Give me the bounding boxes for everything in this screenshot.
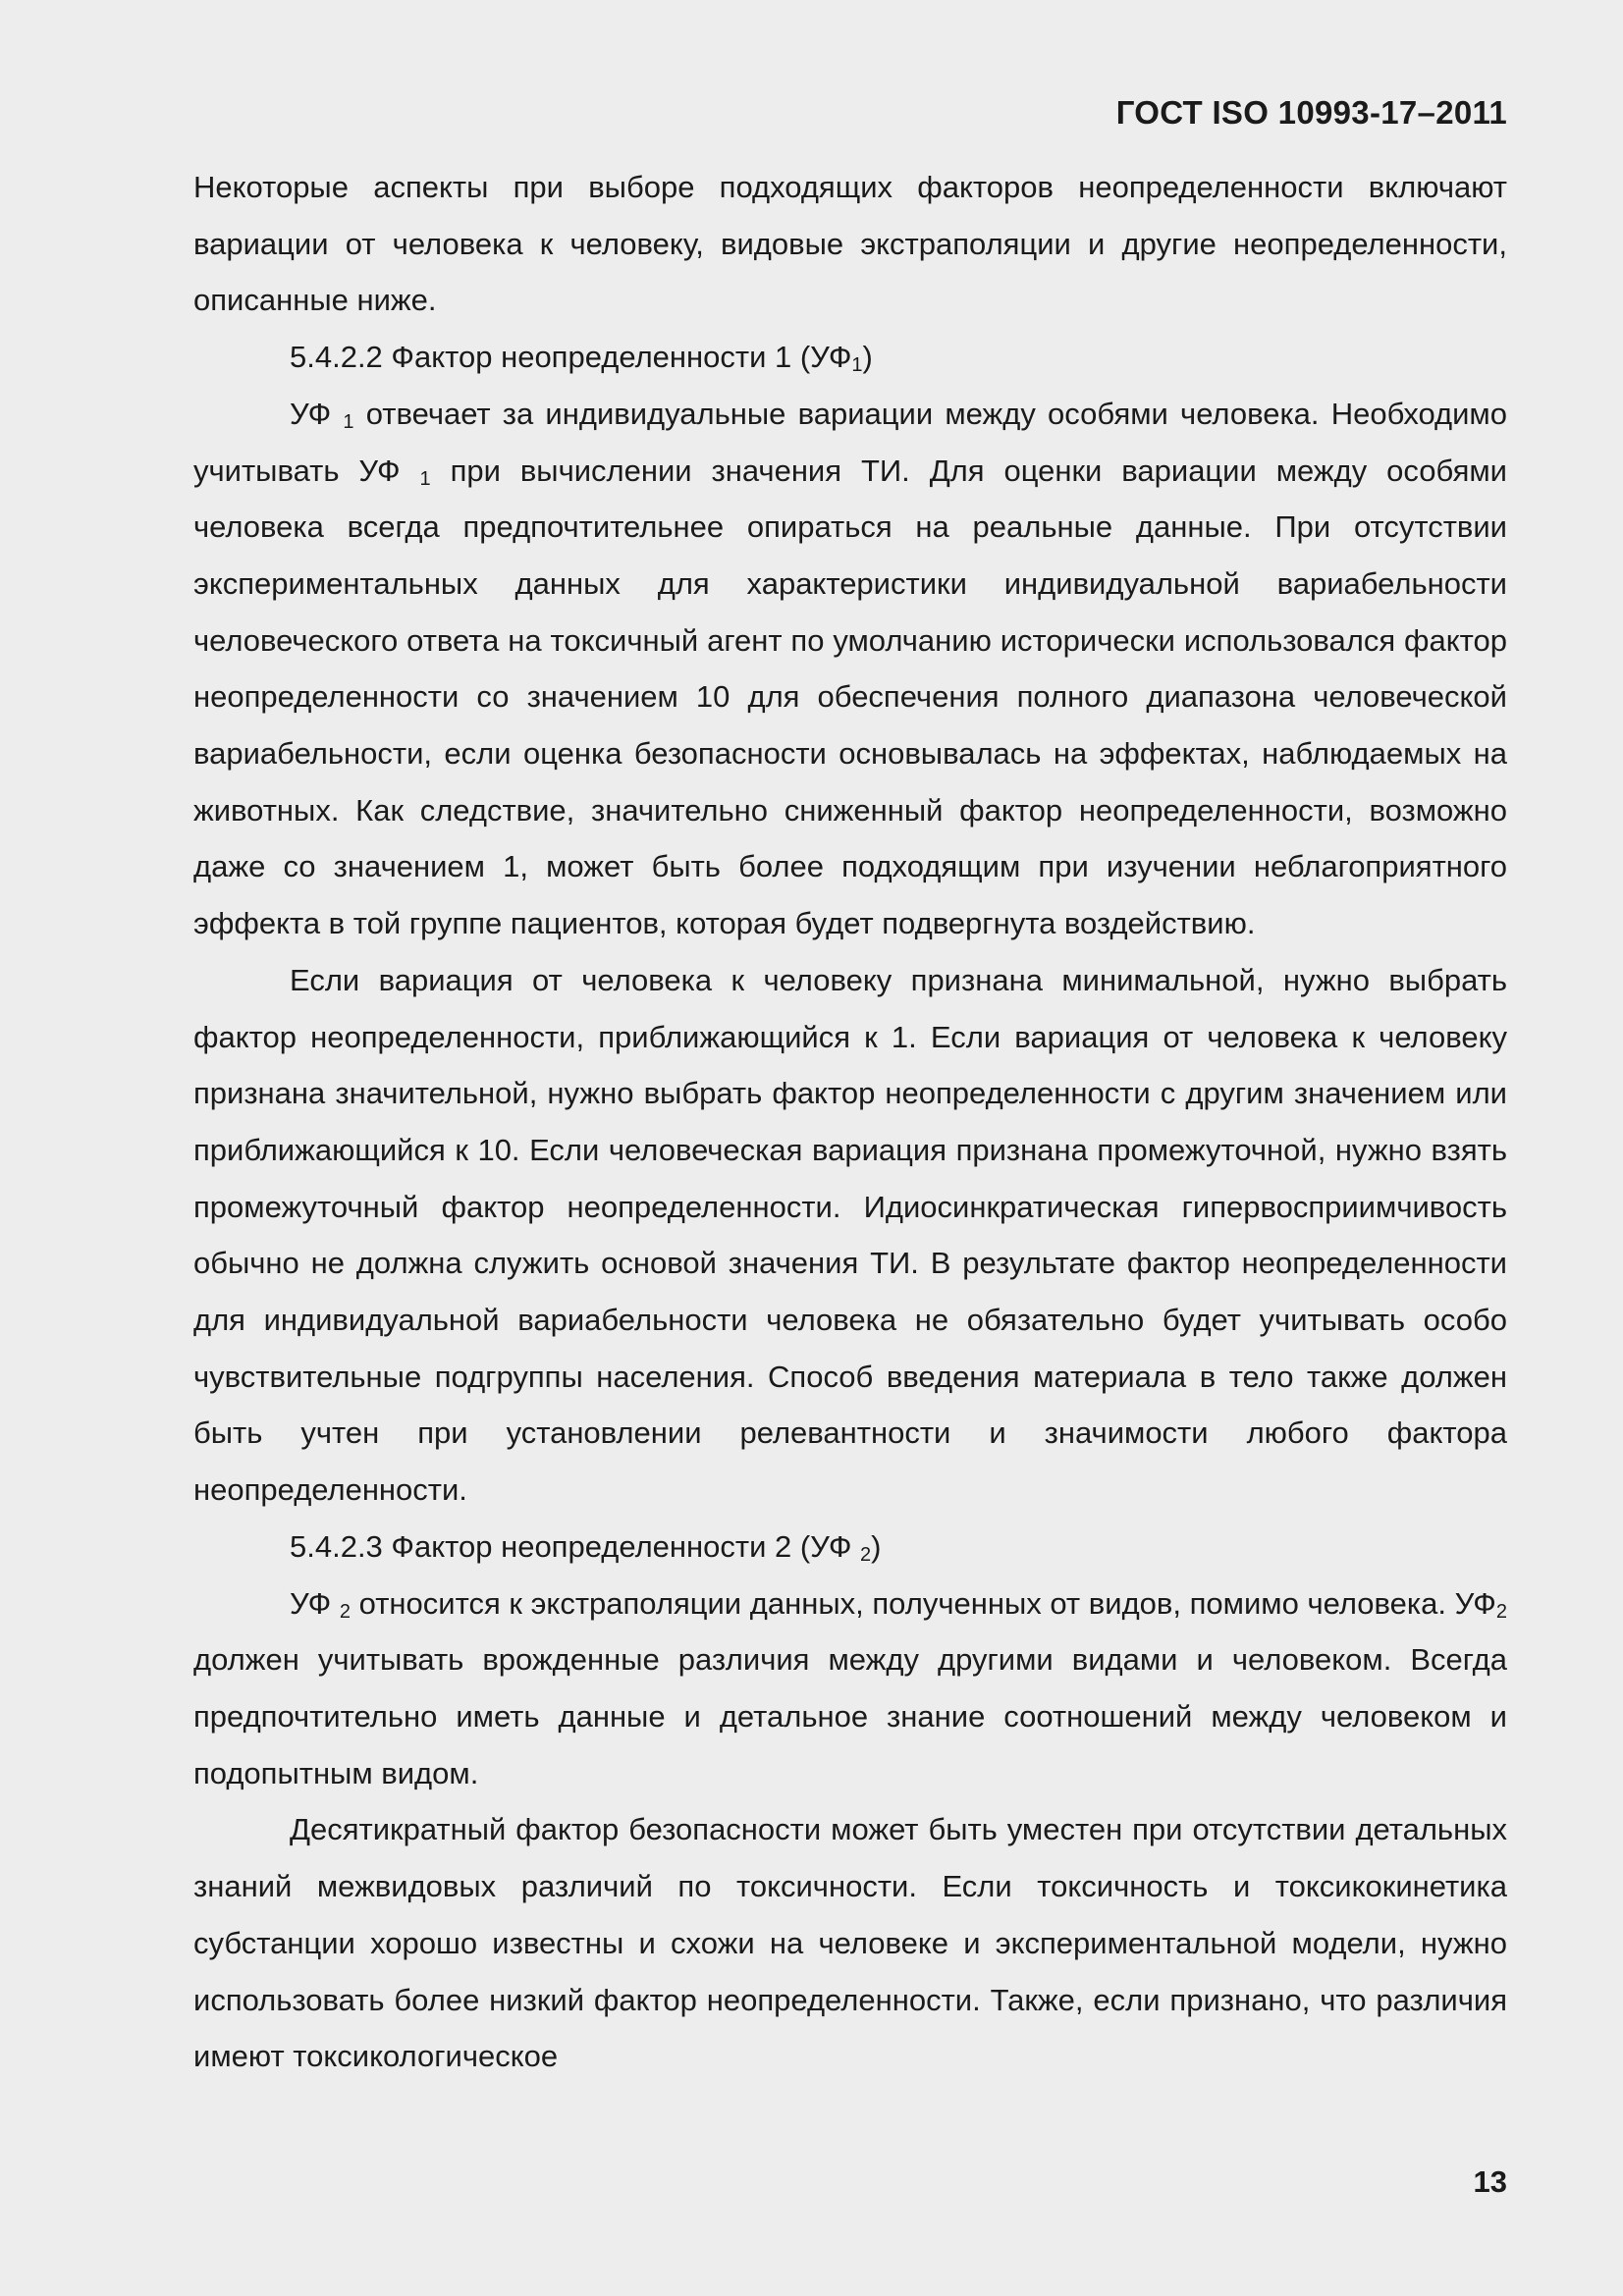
heading-subscript: 1	[851, 354, 863, 377]
paragraph-uf2-description	[193, 1575, 1507, 1802]
text-segment: отвечает за индивидуальные вариации между особями человека. Необходимо учитывать УФ	[193, 396, 1507, 488]
heading-text-end: )	[862, 340, 873, 375]
heading-text: 5.4.2.3 Фактор неопределенности 2 (УФ	[290, 1528, 861, 1564]
subscript: 2	[1495, 1600, 1507, 1623]
text-segment: относится к экстраполяции данных, полученных от видов, помимо человека. УФ	[351, 1585, 1496, 1621]
paragraph-human-variation: Если вариация от человека к человеку признана минимальной, нужно выбрать фактор неопределенности, приближающийся к 1. Если вариация от человека к человеку признана значительной, нужно выбрать фактор неопределенности с другим значением или приближающийся к 10. Если человеческая вариация признана промежуточной, нужно взять промежуточный фактор неопределенности. Идиосинкратическая гипервосприимчивость обычно не должна служить основой значения ТИ. В результате фактор неопределенности для индивидуальной вариабельности человека не обязательно будет учитывать особо чувствительные подгруппы населения. Способ введения материала в тело также должен быть учтен при установлении релевантности и значимости любого фактора неопределенности.	[193, 962, 1507, 1508]
subscript: 1	[419, 467, 431, 490]
page-number: 13	[1473, 2164, 1507, 2199]
heading-subscript: 2	[860, 1543, 872, 1566]
text-segment: УФ	[290, 1585, 340, 1621]
page-body	[193, 159, 1507, 2085]
text-segment: должен учитывать врожденные различия между другими видами и человеком. Всегда предпочтительно иметь данные и детальное знание соотношений между человеком и подопытным видом.	[193, 1642, 1507, 1790]
document-header-standard-number: ГОСТ ISO 10993-17–2011	[1115, 94, 1507, 131]
section-heading-5-4-2-2	[193, 329, 1507, 386]
paragraph-tenfold-factor: Десятикратный фактор безопасности может быть уместен при отсутствии детальных знаний межвидовых различий по токсичности. Если токсичность и токсикокинетика субстанции хорошо известны и схожи на человеке и экспериментальной модели, нужно использовать более низкий фактор неопределенности. Также, если признано, что различия имеют токсикологическое	[193, 1812, 1507, 2074]
subscript: 1	[343, 410, 354, 433]
heading-text-end: )	[871, 1528, 882, 1564]
text-segment: при вычислении значения ТИ. Для оценки вариации между особями человека всегда предпочтительнее опираться на реальные данные. При отсутствии экспериментальных данных для характеристики индивидуальной вариабельности человеческого ответа на токсичный агент по умолчанию исторически использовался фактор неопределенности со значением 10 для обеспечения полного диапазона человеческой вариабельности, если оценка безопасности основывалась на эффектах, наблюдаемых на животных. Как следствие, значительно сниженный фактор неопределенности, возможно даже со значением 1, может быть более подходящим при изучении неблагоприятного эффекта в той группе пациентов, которая будет подвергнута воздействию.	[193, 453, 1507, 941]
heading-text: 5.4.2.2 Фактор неопределенности 1 (УФ	[290, 340, 852, 375]
intro-paragraph: Некоторые аспекты при выборе подходящих факторов неопределенности включают вариации от человека к человеку, видовые экстраполяции и другие неопределенности, описанные ниже.	[193, 170, 1507, 318]
text-segment: УФ	[290, 396, 344, 431]
paragraph-uf1-description	[193, 386, 1507, 952]
subscript: 2	[339, 1600, 352, 1623]
section-heading-5-4-2-3	[193, 1519, 1507, 1575]
